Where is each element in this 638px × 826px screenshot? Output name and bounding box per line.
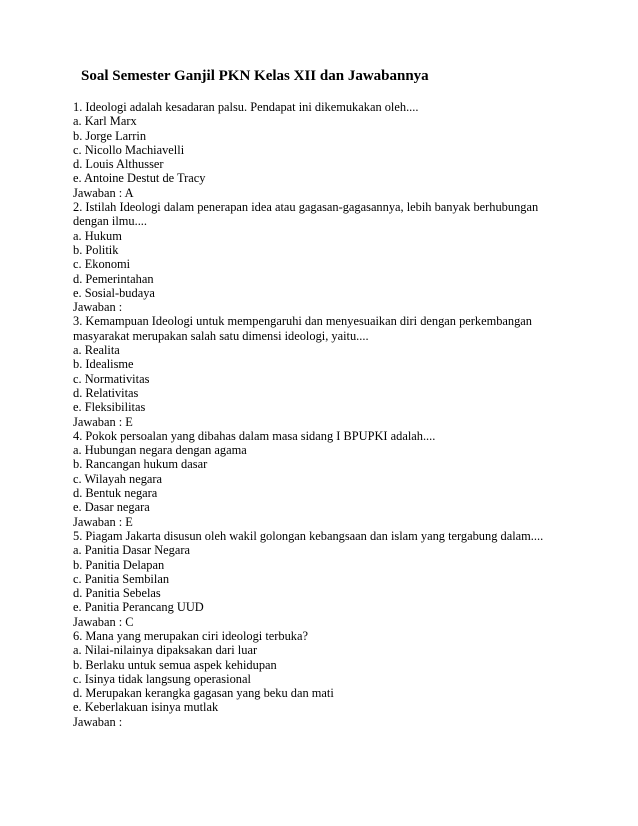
text-line: d. Louis Althusser xyxy=(73,157,164,172)
text-line: 5. Piagam Jakarta disusun oleh wakil golongan kebangsaan dan islam yang tergabung dalam.... xyxy=(73,528,544,543)
text-line: c. Ekonomi xyxy=(73,257,131,272)
text-line: 2. Istilah Ideologi dalam penerapan idea atau gagasan-gagasannya, lebih banyak berhubungan xyxy=(73,200,539,215)
text-line: b. Politik xyxy=(73,242,119,257)
text-line: b. Rancangan hukum dasar xyxy=(73,457,208,472)
text-line: c. Normativitas xyxy=(73,371,150,386)
text-line: 6. Mana yang merupakan ciri ideologi terbuka? xyxy=(73,628,308,643)
text-line: e. Fleksibilitas xyxy=(73,400,146,415)
text-line: b. Berlaku untuk semua aspek kehidupan xyxy=(73,657,277,672)
text-line: d. Merupakan kerangka gagasan yang beku dan mati xyxy=(73,686,334,701)
text-line: a. Realita xyxy=(73,343,120,358)
text-line: a. Panitia Dasar Negara xyxy=(73,543,190,558)
text-line: a. Hubungan negara dengan agama xyxy=(73,443,247,458)
text-line: Jawaban : C xyxy=(73,614,134,629)
text-line: Jawaban : xyxy=(73,714,123,729)
text-line: e. Dasar negara xyxy=(73,500,150,515)
text-line: c. Isinya tidak langsung operasional xyxy=(73,671,251,686)
text-line: e. Keberlakuan isinya mutlak xyxy=(73,700,219,715)
text-line: c. Wilayah negara xyxy=(73,471,163,486)
text-line: dengan ilmu.... xyxy=(73,214,147,229)
text-line: d. Panitia Sebelas xyxy=(73,586,161,601)
text-line: Jawaban : xyxy=(73,300,123,315)
text-line: e. Antoine Destut de Tracy xyxy=(73,171,206,186)
text-line: a. Hukum xyxy=(73,228,122,243)
text-line: a. Karl Marx xyxy=(73,114,137,129)
text-line: d. Bentuk negara xyxy=(73,486,158,501)
text-line: Jawaban : E xyxy=(73,414,133,429)
document-content xyxy=(73,100,598,729)
text-line: masyarakat merupakan salah satu dimensi ideologi, yaitu.... xyxy=(73,328,369,343)
text-line: d. Pemerintahan xyxy=(73,271,154,286)
text-line: b. Panitia Delapan xyxy=(73,557,165,572)
document-title: Soal Semester Ganjil PKN Kelas XII dan Jawabannya xyxy=(81,68,429,84)
text-line: c. Nicollo Machiavelli xyxy=(73,142,185,157)
text-line: d. Relativitas xyxy=(73,385,139,400)
text-line: e. Sosial-budaya xyxy=(73,285,155,300)
text-line: 4. Pokok persoalan yang dibahas dalam masa sidang I BPUPKI adalah.... xyxy=(73,428,436,443)
text-line: Jawaban : A xyxy=(73,185,134,200)
text-line: 3. Kemampuan Ideologi untuk mempengaruhi dan menyesuaikan diri dengan perkembangan xyxy=(73,314,533,329)
text-line: 1. Ideologi adalah kesadaran palsu. Pendapat ini dikemukakan oleh.... xyxy=(73,100,419,114)
text-line: c. Panitia Sembilan xyxy=(73,571,170,586)
text-line: b. Idealisme xyxy=(73,357,134,372)
text-line: b. Jorge Larrin xyxy=(73,128,147,143)
text-line: Jawaban : E xyxy=(73,514,133,529)
text-line: a. Nilai-nilainya dipaksakan dari luar xyxy=(73,643,258,658)
text-line: e. Panitia Perancang UUD xyxy=(73,600,204,615)
